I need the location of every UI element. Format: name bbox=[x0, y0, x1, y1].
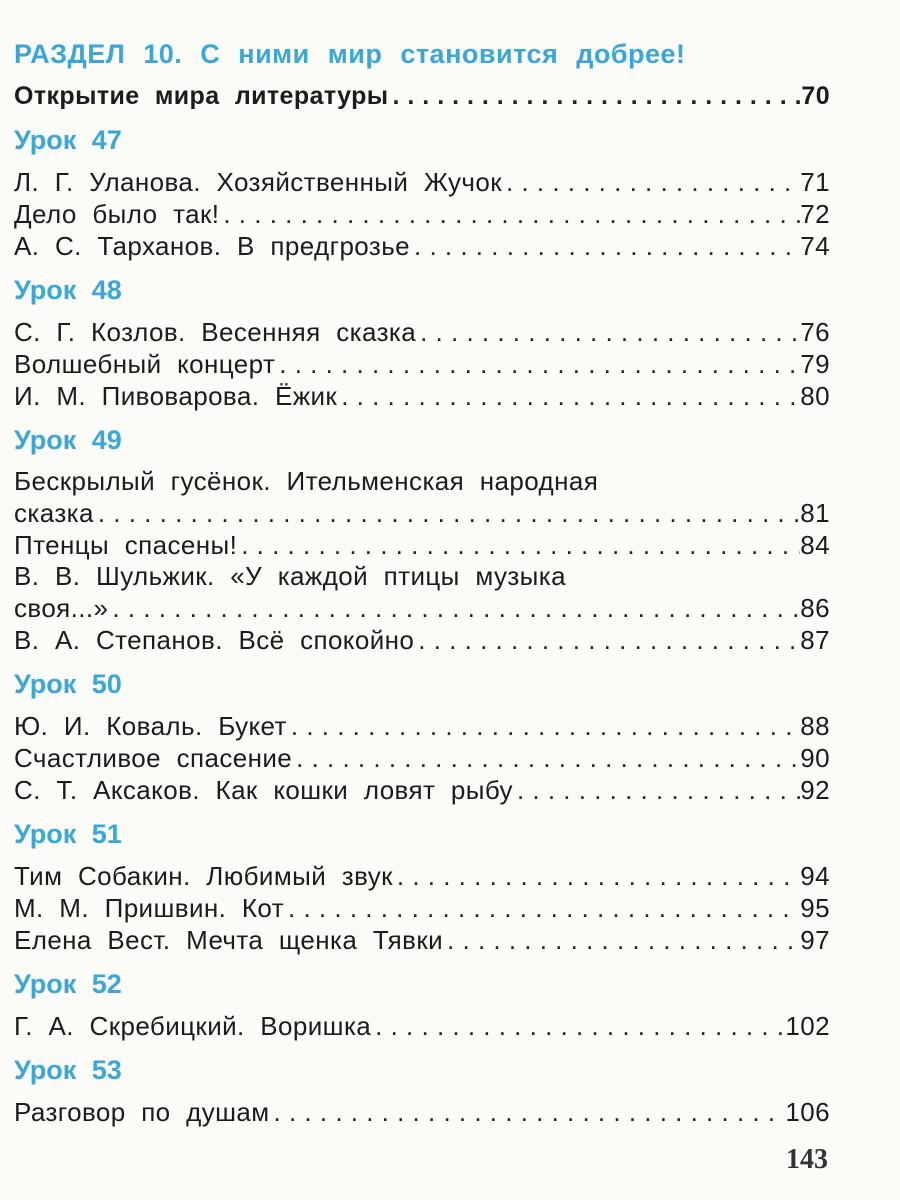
lesson-heading: Урок 48 bbox=[14, 275, 122, 305]
dot-leader bbox=[94, 497, 800, 529]
toc-entry-page: 106 bbox=[785, 1097, 830, 1127]
toc-entry-page: 70 bbox=[801, 82, 830, 110]
toc-entry-intro[interactable] bbox=[14, 80, 830, 112]
dot-leader bbox=[337, 380, 800, 412]
toc-entry-page: 94 bbox=[800, 861, 830, 891]
toc-entry[interactable] bbox=[14, 529, 830, 561]
toc-entry-page: 92 bbox=[800, 775, 830, 805]
toc-entry-page: 95 bbox=[800, 893, 830, 923]
toc-entry-title: сказка bbox=[14, 498, 94, 528]
toc-entry[interactable] bbox=[14, 892, 830, 924]
toc-entry[interactable] bbox=[14, 230, 830, 262]
lesson-heading: Урок 53 bbox=[14, 1055, 122, 1085]
toc-entry-title: М. М. Пришвин. Кот bbox=[14, 893, 285, 923]
toc-entry-page: 80 bbox=[800, 381, 830, 411]
toc-entry-title: С. Г. Козлов. Весенняя сказка bbox=[14, 317, 417, 347]
toc-entry-title: Тим Собакин. Любимый звук bbox=[14, 861, 393, 891]
lesson-heading: Урок 50 bbox=[14, 669, 122, 699]
toc-entry[interactable] bbox=[14, 924, 830, 956]
toc-entry[interactable] bbox=[14, 380, 830, 412]
toc-entry-title: Открытие мира литературы bbox=[14, 82, 389, 110]
dot-leader bbox=[219, 198, 800, 230]
toc-entry-page: 72 bbox=[800, 199, 830, 229]
toc-entry-title-line1: Бескрылый гусёнок. Ительменская народная bbox=[14, 466, 599, 496]
lessons-list bbox=[14, 124, 830, 1128]
toc-entry[interactable] bbox=[14, 198, 830, 230]
lesson-heading: Урок 47 bbox=[14, 125, 122, 155]
dot-leader bbox=[410, 230, 800, 262]
dot-leader bbox=[502, 166, 800, 198]
toc-entry-title: С. Т. Аксаков. Как кошки ловят рыбу bbox=[14, 775, 513, 805]
dot-leader bbox=[443, 924, 800, 956]
toc-entry-page: 81 bbox=[800, 498, 830, 528]
toc-entry-title: В. А. Степанов. Всё спокойно bbox=[14, 625, 415, 655]
toc-entry-page: 74 bbox=[800, 231, 830, 261]
toc-entry-title: Елена Вест. Мечта щенка Тявки bbox=[14, 925, 444, 955]
table-of-contents bbox=[14, 38, 830, 1128]
toc-entry-title: Л. Г. Уланова. Хозяйственный Жучок bbox=[14, 167, 502, 197]
lesson-heading: Урок 49 bbox=[14, 425, 122, 455]
toc-entry-title: Разговор по душам bbox=[14, 1097, 270, 1127]
dot-leader bbox=[414, 624, 800, 656]
dot-leader bbox=[275, 348, 800, 380]
toc-entry[interactable] bbox=[14, 1096, 830, 1128]
toc-entry[interactable] bbox=[14, 316, 830, 348]
toc-entry[interactable] bbox=[14, 166, 830, 198]
toc-entry[interactable] bbox=[14, 497, 830, 529]
toc-entry-page: 84 bbox=[800, 530, 830, 560]
toc-entry-title: Счастливое спасение bbox=[14, 743, 293, 773]
toc-entry[interactable] bbox=[14, 742, 830, 774]
dot-leader bbox=[284, 892, 800, 924]
toc-entry[interactable] bbox=[14, 624, 830, 656]
toc-entry-page: 88 bbox=[800, 711, 830, 741]
section-title: РАЗДЕЛ 10. С ними мир становится добрее! bbox=[14, 39, 686, 69]
toc-entry-page: 71 bbox=[800, 167, 830, 197]
toc-entry-page: 90 bbox=[800, 743, 830, 773]
toc-entry-title: Дело было так! bbox=[14, 199, 220, 229]
toc-entry-title: Волшебный концерт bbox=[14, 349, 276, 379]
toc-entry[interactable] bbox=[14, 592, 830, 624]
dot-leader bbox=[513, 774, 800, 806]
toc-entry-title-line1: В. В. Шульжик. «У каждой птицы музыка bbox=[14, 561, 566, 591]
toc-entry-title: А. С. Тарханов. В предгрозье bbox=[14, 231, 411, 261]
toc-entry-title: Г. А. Скребицкий. Воришка bbox=[14, 1011, 372, 1041]
toc-entry-title: Птенцы спасены! bbox=[14, 530, 238, 560]
dot-leader bbox=[237, 529, 800, 561]
toc-entry-page: 76 bbox=[800, 317, 830, 347]
dot-leader bbox=[287, 710, 800, 742]
dot-leader bbox=[270, 1096, 786, 1128]
dot-leader bbox=[393, 860, 800, 892]
toc-entry-page: 86 bbox=[800, 593, 830, 623]
dot-leader bbox=[389, 80, 802, 112]
dot-leader bbox=[292, 742, 800, 774]
toc-entry[interactable] bbox=[14, 710, 830, 742]
toc-entry-title: И. М. Пивоварова. Ёжик bbox=[14, 381, 338, 411]
toc-entry[interactable] bbox=[14, 1010, 830, 1042]
toc-entry-page: 97 bbox=[800, 925, 830, 955]
toc-entry-title: Ю. И. Коваль. Букет bbox=[14, 711, 287, 741]
dot-leader bbox=[108, 592, 800, 624]
dot-leader bbox=[416, 316, 800, 348]
toc-entry[interactable] bbox=[14, 348, 830, 380]
page-number: 143 bbox=[786, 1144, 828, 1175]
toc-entry-page: 87 bbox=[800, 625, 830, 655]
toc-entry[interactable] bbox=[14, 774, 830, 806]
lesson-heading: Урок 51 bbox=[14, 819, 122, 849]
toc-entry-title: своя...» bbox=[14, 593, 109, 623]
toc-entry-page: 102 bbox=[785, 1011, 830, 1041]
toc-entry[interactable] bbox=[14, 860, 830, 892]
toc-entry-page: 79 bbox=[800, 349, 830, 379]
lesson-heading: Урок 52 bbox=[14, 969, 122, 999]
dot-leader bbox=[371, 1010, 785, 1042]
